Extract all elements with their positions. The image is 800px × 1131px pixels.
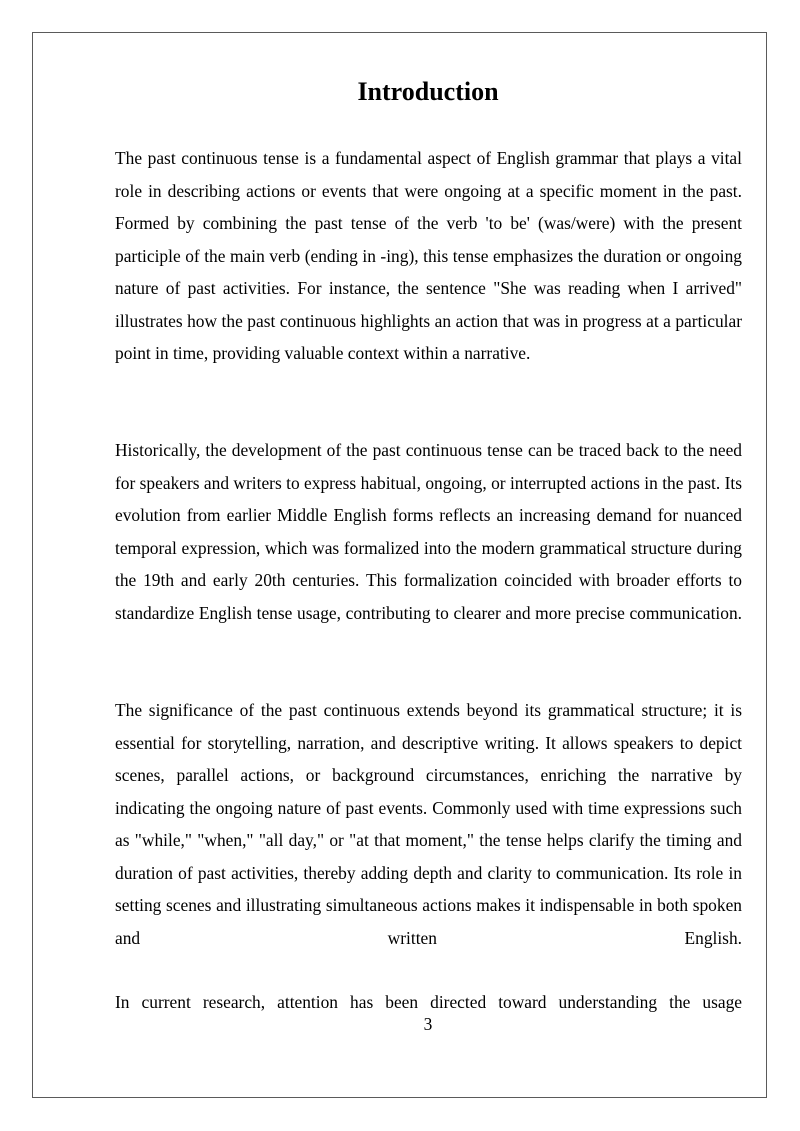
paragraph-3: The significance of the past continuous extends beyond its grammatical structure; it is essential for storytelling, narration, and descriptive writing. It allows speakers to depict scenes, parallel actions, or background circumstances, enriching the narrative by indicating the ongoing nature of past events. Commonly used with time expressions such as "while," "when," "all day," or "at that moment," the tense helps clarify the timing and duration of past activities, thereby adding depth and clarity to communication. Its role in setting scenes and illustrating simultaneous actions makes it indispensable in both spoken and written English.	[115, 700, 742, 948]
paragraph-1: The past continuous tense is a fundamental aspect of English grammar that plays a vital role in describing actions or events that were ongoing at a specific moment in the past. Formed by combining the past tense of the verb 'to be' (was/were) with the present participle of the main verb (ending in -ing), this tense emphasizes the duration or ongoing nature of past activities. For instance, the sentence "She was reading when I arrived" illustrates how the past continuous highlights an action that was in progress at a particular point in time, providing valuable context within a narrative.	[115, 148, 742, 363]
paragraph-4: In current research, attention has been directed toward understanding the usage	[115, 992, 742, 1012]
paragraph-2: Historically, the development of the past continuous tense can be traced back to the need for speakers and writers to express habitual, ongoing, or interrupted actions in the past. Its evolution from earlier Middle English forms reflects an increasing demand for nuanced temporal expression, which was formalized into the modern grammatical structure during the 19th and early 20th centuries. This formalization coincided with broader efforts to standardize English tense usage, contributing to clearer and more precise communication.	[115, 440, 742, 623]
page-number: 3	[423, 1014, 433, 1034]
page-title: Introduction	[357, 77, 499, 106]
